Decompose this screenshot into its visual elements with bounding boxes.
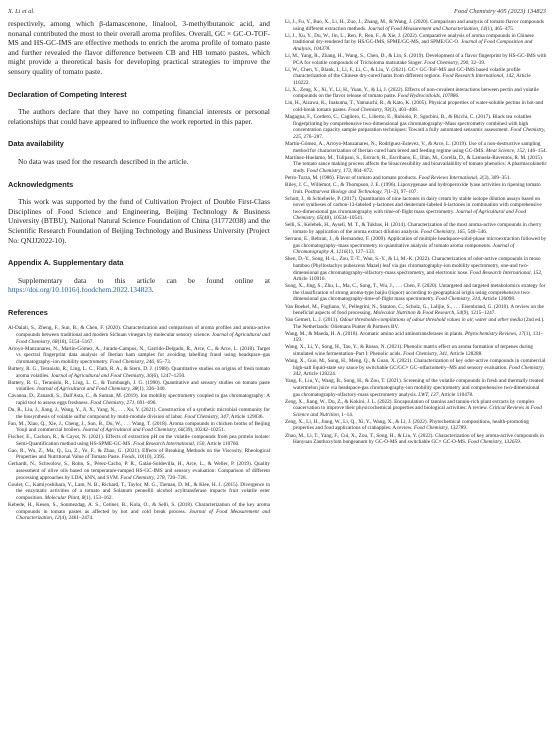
reference-authors-title: Arroyo-Manzanares, N., Martín-Gómez, A., Jurado-Campos, N., Garrido-Delgado, R., Arce, C., & Arce, L. (2018). Target vs spectral fingerprint data analysis of Iberian ham samples for avoiding labelling fraud using headspace–gas chromatography–ion mobility spectrometry. (8, 345, 270, 365)
reference-entry[interactable] (285, 182, 547, 195)
reference-entry[interactable] (285, 196, 547, 223)
reference-entry[interactable] (285, 399, 547, 419)
reference-volume-pages: . (329, 45, 331, 52)
reference-volume-pages: (6), 1247–1250. (151, 372, 186, 379)
reference-journal: Food Research International, 150 (133, 440, 205, 447)
appendix-text (8, 276, 270, 295)
section-heading-references: References (8, 307, 48, 317)
reference-journal: Food Chemistry, 246 (109, 358, 155, 365)
reference-journal: Odour thresholds-compilations of odour threshold values in air, water and other media (339, 317, 523, 324)
reference-entry[interactable] (285, 256, 547, 283)
reference-journal: Food Chemistry, 278 (120, 474, 165, 481)
reference-authors-title: Zhao, M., Li, T., Yang, F., Cui, X., Zou, T., Song, H., & Liu, Y. (2022). Characterization of key aroma-active compounds in Hanyuan Zanthoxylum bungeanum by GC-O-MS and switchable GC× GC-O-MS. (285, 432, 544, 446)
reference-authors-title: Magagna, F., Cordero, C., Cagliero, C., Liberto, E., Rubiolo, P., Sgorbini, B., & Bicchi, C. (2017). Black tea volatiles fingerprinting by comprehensive two-dimensional gas chromatography–Mass spectrometry combined with high concentration capacity sample preparation techniques: Toward a fully automated sensomic assessment. (285, 114, 532, 134)
reference-journal: Foods, 10 (121, 454, 143, 461)
reference-journal: Journal of Food Measurement and Characterization, 12 (16, 508, 270, 522)
reference-entry[interactable] (8, 434, 270, 447)
reference-volume-pages: , 720–728. (164, 474, 187, 481)
reference-entry[interactable] (285, 87, 547, 100)
reference-authors-title: Petro-Turza, M. (1986). Flavor of tomato and tomato products. (285, 174, 419, 181)
reference-entry[interactable] (285, 222, 547, 235)
reference-entry[interactable] (285, 100, 547, 113)
reference-volume-pages: (9), 1215–1247. (461, 310, 496, 317)
reference-entry[interactable] (285, 344, 547, 357)
reference-entry[interactable] (8, 366, 270, 379)
reference-journal: Postharvest Biology and Technology, 7 (304, 188, 387, 195)
reference-volume-pages: (1), 336–340. (137, 386, 166, 393)
reference-volume-pages: , Article 129036. (228, 413, 264, 420)
reference-authors-title: Goulet, C., Kamiyoshihara, Y., Lam, N. B., Richard, T., Taylor, M. G., Tieman, D. M., & Klee, H. J. (2015). Divergence in the enzymatic activities of a tomato and Solanum pennellii alcohol acyltransferase impacts fruit volatile ester composition. (8, 481, 270, 501)
section-heading-ack: Acknowledgments (8, 179, 74, 189)
reference-journal: Journal of Food Measurement and Characterization, 14 (367, 25, 486, 32)
ack-text: This work was supported by the fund of Cultivation Project of Double First-Class Disciplines of Food Science and Engineering, Beijing Technology & Business University (BTBU), National Natural Science Foundation of China (31772038) and the Scientific Research Foundation of Beijing Technology and Business University (Project No: QNJJ2022-10). (8, 197, 270, 245)
reference-journal: Critical Reviews in Food Science and Nutrition (293, 405, 542, 418)
reference-journal: Food Chemistry, 314 (435, 296, 481, 303)
reference-volume-pages: (10), 2395. (142, 454, 166, 461)
reference-entry[interactable] (285, 67, 547, 87)
reference-volume-pages: (3), 403–408. (389, 107, 419, 114)
reference-journal: Food Reviews International, 2 (418, 174, 483, 181)
reference-volume-pages: , 540–546. (464, 229, 488, 236)
reference-entry[interactable] (285, 33, 547, 53)
reference-entry[interactable] (8, 421, 270, 434)
reference-entry[interactable] (8, 448, 270, 461)
reference-journal: Food Chemistry, 173 (306, 167, 351, 174)
reference-entry[interactable] (285, 331, 547, 344)
reference-journal: Journal of Agricultural and Food Chemistry, 68 (16, 332, 270, 345)
reference-volume-pages: (1–2), 97–107. (386, 188, 418, 195)
reference-entry[interactable] (8, 407, 270, 420)
reference-list-right (285, 19, 547, 446)
reference-volume-pages: (2nd ed.). The Netherlands: Oliemans Punter & Partners BV. (293, 317, 545, 330)
reference-journal: Journal of Chromatography A, 1216 (293, 242, 515, 256)
reference-journal: Food Chemistry, 225 (293, 127, 546, 140)
reference-volume-pages: (1), 153–162. (84, 495, 113, 501)
reference-authors-title: Gerhardt, N., Schwolow, S., Rohn, S., Pérez-Cacho, P. R., Galán-Soldevilla, H., Arce, L., & Weller, P. (2019). Quality assessment of olive oils based on temperature-ramped HS-GC-IMS and sensory evaluation: Comparison of different processing approaches by LDA, kNN, and SVM. (8, 461, 270, 481)
reference-authors-title: Zeng, X., Jiang, W., Du, Z., & Kokini, J. L. (2022). Encapsulation of tannins and tannin-rich plant extracts by complex coacervation to improve their physicochemical properties and biological activities: A review. (285, 398, 535, 412)
reference-volume-pages: . (519, 439, 522, 446)
reference-journal: Food Hydrocolloids, 107886 (397, 93, 459, 100)
running-header (8, 8, 546, 17)
reference-entry[interactable] (8, 380, 270, 393)
reference-entry[interactable] (285, 175, 547, 182)
reference-volume-pages: (4), 2461–2474. (59, 515, 94, 522)
doi-link[interactable]: https://doi.org/10.1016/j.foodchem.2022.134823 (8, 285, 152, 295)
reference-entry[interactable] (285, 141, 547, 154)
reference-entry[interactable] (285, 19, 547, 32)
section-heading-conflict: Declaration of Competing Interest (8, 89, 127, 99)
reference-journal: Molecular Plant, 8 (44, 495, 85, 501)
reference-entry[interactable] (8, 325, 270, 345)
reference-volume-pages: (18), 5154–5167. (57, 338, 94, 345)
reference-volume-pages: , 65–73. (154, 358, 172, 365)
appendix-text-end: . (151, 285, 154, 295)
reference-volume-pages: , 864–872. (350, 167, 374, 174)
reference-journal: Journal of Agricultural and Food Chemistry, 38 (36, 386, 138, 393)
reference-entry[interactable] (8, 393, 270, 406)
reference-authors-title: Wang, M., & Maeda, H. A. (2018). Aromatic amino acid aminotransferases in plants. (285, 330, 465, 337)
reference-entry[interactable] (8, 346, 270, 366)
reference-volume-pages: , Article 110222. (293, 73, 531, 86)
reference-authors-title: Buttery, R. G., Teranishi, R., Ling, L. C., Flath, R. A., & Stern, D. J. (1988). Quantitative studies on origins of fresh tomato aroma volatiles. (8, 366, 270, 379)
reference-journal: Food Chemistry, 132659 (467, 439, 520, 446)
reference-journal: Journal of Agricultural and Food Chemistry, 65 (293, 208, 527, 222)
reference-volume-pages: , Article 110478. (438, 391, 474, 398)
reference-journal: Food Chemistry, 132789 (413, 425, 466, 432)
reference-authors-title: Song, X., Jing, S., Zhu, L., Ma, C., Song, T., Wu, J., . . . Chen, F. (2020). Untargeted and targeted metabolomics strategy for the classification of strong aroma-type baijiu (liquor) according to geographical origin using comprehensive two-dimensional gas chromatography-time-of-flight mass spectrometry. (285, 283, 546, 303)
reference-authors-title: Zeng, X., Li, H., Jiang, W., Li, Q., Xi, Y., Wang, X., & Li, J. (2022). Phytochemical compositions, health-promoting properties and food applications of crabapples: A review. (285, 418, 529, 432)
reference-entry[interactable] (8, 461, 270, 481)
reference-volume-pages: , 1–14. (338, 411, 354, 418)
reference-volume-pages: , Article 110760. (204, 440, 240, 447)
reference-journal: Food Chemistry, 165 (420, 229, 465, 236)
reference-entry[interactable] (8, 502, 270, 522)
reference-journal: Meat Science, 152 (486, 147, 525, 154)
reference-journal: Journal of Food Composition and Analysis, 104378 (293, 39, 533, 52)
reference-volume-pages: (1), 131–159. (293, 330, 544, 344)
reference-authors-title: Du, R., Liu, J., Jiang, J., Wang, Y., Ji, X., Yang, N., . . . Xu, Y. (2021). Construction of a synthetic microbial community for the biosynthesis of volatile sulfur compound by multi-module division of labor. (8, 406, 270, 420)
reference-journal: Food Chemistry, 342 (293, 364, 544, 378)
availability-text: No data was used for the research described in the article. (18, 156, 189, 166)
header-authors: X. Li et al. (8, 8, 35, 15)
reference-volume-pages: , Article 128288. (447, 351, 483, 358)
reference-authors-title: Lin, H., Aizawa, K., Inakuma, T., Yamauchi, R., & Kato, K. (2005). Physical properties of water-soluble pectins in hot-and cold-break tomato pastes. (285, 100, 544, 114)
reference-volume-pages: . (465, 425, 468, 432)
reference-entry[interactable] (285, 236, 547, 256)
reference-journal: Food Chemistry, 341 (403, 351, 448, 358)
conflict-text: The authors declare that they have no competing financial interests or personal relationships that could have appeared to influence the work reported in this paper. (8, 107, 270, 126)
reference-journal: Food Chemistry, 290 (424, 59, 469, 66)
reference-authors-title: Wang, X., Guo, M., Song, H., Meng, Q., & Guan, X. (2021). Characterization of key odor-active compounds in commercial high-salt liquid-state soy sauce by switchable GC/GC× GC–olfactometry–MS and sensory evaluation. (285, 358, 546, 371)
reference-authors-title: Martínez-Huelamo, M., Tulipani, S., Estruch, R., Escribano, E., Illán, M., Corella, D., & Lamuela-Raventós, R. M. (2015). The tomato sauce making process affects the bioaccessibility and bioavailability of tomato phenolics: A pharmacokinetic study. (285, 154, 547, 174)
reference-entry[interactable] (285, 114, 547, 141)
reference-authors-title: Buttery, R. G., Teranishi, R., Ling, L. C., & Turnbaugh, J. G. (1990). Quantitative and sensory studies on tomato paste volatiles. (8, 379, 270, 393)
reference-volume-pages: (39), 10242–10251. (183, 427, 225, 434)
reference-authors-title: Li, J., Fu, Y., Bao, X., Li, H., Zuo, J., Zhang, M., & Wang, J. (2020). Comparison and analysis of tomato flavor compounds using different extraction methods. (285, 19, 544, 32)
reference-authors-title: Schutt, J., & Schieberle, P. (2017). Quantitation of nine lactones in dairy cream by stable isotope dilution assays based on novel syntheses of carbon-13-labeled γ-lactones and deuterium-labeled δ-lactones in combination with comprehensive two-dimensional gas chromatography with time-of-flight mass spectrometry. (285, 195, 542, 215)
reference-journal: LWT, 137 (418, 391, 439, 398)
reference-authors-title: Serrano, E., Beltran, J., & Hernandez, F. (2009). Application of multiple headspace-solid-phase microextraction followed by gas chromatography–mass spectrometry to quantitative analysis of tomato aroma components. (285, 236, 547, 249)
reference-authors-title: Kebede, H., Kesen, S., Sonmezdag, A. S., Cetiner, B., Kola, O., & Selli, S. (2018). Characterization of the key aroma compounds in tomato pastes as affected by hot and cold break process. (8, 502, 270, 515)
reference-journal: Molecular Nutrition & Food Research, 54 (373, 310, 462, 317)
reference-journal: Food Research International, 142 (442, 73, 514, 80)
reference-volume-pages: , Article 128224. (300, 371, 337, 378)
reference-entry[interactable] (285, 378, 547, 398)
section-heading-appendix: Appendix A. Supplementary data (8, 258, 124, 268)
reference-volume-pages: , 691–696. (134, 399, 157, 406)
reference-authors-title: Wang, X., Li, Y., Song, H., Tao, Y., & Russo, N. (2021). Phenolic matrix effect on aroma formation of terpenes during simulated wine fermentation–Part I: Phenolic acids. (285, 344, 533, 358)
reference-authors-title: Li, X., Zeng, X., Xi, Y., Li, H., Yuan, Y., & Li, J. (2022). Effects of non-covalent interactions between pectin and volatile compounds on the flavor release of tomato paste. (285, 86, 539, 100)
reference-authors-title: Cavanna, D., Zanardi, S., Dall'Asta, C., & Suman, M. (2019). Ion mobility spectrometry coupled to gas chromatography: A rapid tool to assess eggs freshness. (8, 393, 270, 406)
reference-entry[interactable] (285, 433, 547, 446)
reference-volume-pages: (3), 309–351. (482, 174, 511, 181)
reference-journal: Food Chemistry, 347 (184, 413, 229, 420)
reference-list-left (8, 325, 270, 521)
section-heading-availability: Data availability (8, 139, 64, 149)
reference-volume-pages: , Article 126098. (480, 296, 516, 303)
header-journal: Food Chemistry 405 (2023) 134823 (454, 8, 546, 15)
reference-entry[interactable] (285, 53, 547, 66)
reference-authors-title: Shen, D.-Y., Song, H.-L., Zou, T.-T., Wan, S.-Y., & Li, M.-K. (2022). Characterization of odor-active compounds in moso bamboo (Phyllostachys pubescens Mazel) leaf via gas chromatography-ion mobility spectrometry, one-and two-dimensional gas chromatography-olfactory-mass spectrometry, and electronic nose. (285, 256, 541, 276)
reference-volume-pages: , 276–287. (300, 133, 324, 140)
reference-journal: Journal of Agricultural and Food Chemistry, 66 (82, 427, 184, 434)
reference-authors-title: Van Gemert, L. J. (2011). (285, 317, 340, 324)
reference-authors-title: Li, M., Yang, R., Zhang, H., Wang, S., Chen, D., & Lin, S. (2019). Development of a flavor fingerprint by HS-GC-IMS with PCA for volatile compounds of Tricholoma matsutake Singer. (285, 52, 547, 66)
reference-authors-title: Riley, J. C., Willemot, C., & Thompson, J. E. (1996). Lipoxygenase and hydroperoxide lyase activities in ripening tomato fruit. (285, 181, 541, 195)
reference-volume-pages: (1), 465–475. (485, 25, 515, 32)
reference-journal: Food Chemistry, 93 (348, 107, 390, 114)
reference-authors-title: Fan, M., Xiao, Q., Xie, J., Cheng, J., Sun, B., Du, W., . . . Wang, T. (2018). Aroma compounds in chicken broths of Beijing Youji and commercial broilers. (8, 420, 270, 434)
reference-volume-pages: , 32–39. (468, 59, 486, 66)
reference-volume-pages: , 146–154. (524, 147, 547, 154)
reference-entry[interactable] (285, 358, 547, 378)
reference-authors-title: Al-Dalali, S., Zheng, F., Sun, B., & Chen, F. (2020). Characterization and comparison of aroma profiles and aroma-active compounds between traditional and modern Sichuan vinegars by molecular sensory science. (8, 325, 270, 339)
reference-authors-title: Fischer, E., Cachon, R., & Cayot, N. (2021). Effects of extraction pH on the volatile compounds from pea protein isolate: Semi-Quantification method using HS-SPME-GC-MS. (8, 434, 270, 447)
reference-volume-pages: (1), 127–133. (346, 249, 375, 256)
reference-journal: Food Chemistry, 271 (90, 399, 135, 406)
reference-authors-title: Selli, S., Kelebek, H., Ayseli, M. T., & Tokbas, H. (2014). Characterization of the most aroma-active compounds in cherry tomato by application of the aroma extract dilution analysis. (285, 222, 542, 236)
reference-authors-title: Li, W., Chen, Y., Blank, I., Li, F., Li, C., & Liu, Y. (2021). GC× GC-ToF-MS and GC-IMS based volatile profile characterization of the Chinese dry-cured hams from different regions. (285, 66, 521, 80)
reference-entry[interactable] (285, 283, 547, 303)
reference-authors-title: Li, J., Xu, Y., Du, W., Jin, L., Ren, P., Ren, F., & Xie, J. (2022). Comparative analysis of aroma compounds in Chinese traditional dry-rendered fat by HS/GC-IMS, SPME/GC-MS, and SPME/GC-O. (285, 32, 534, 46)
reference-journal: Food Research International, 152 (469, 269, 542, 276)
reference-authors-title: Gao, R., Wu, Z., Ma, Q., Lu, Z., Ye, F., & Zhao, G. (2021). Effects of Breaking Methods on the Viscosity, Rheological Properties and Nutritional Value of Tomato Paste. (8, 447, 270, 461)
left-column (8, 19, 270, 522)
reference-journal: Phytochemistry Reviews, 17 (464, 330, 524, 337)
appendix-text-body: Supplementary data to this article can be found online at (18, 275, 270, 285)
reference-authors-title: Martín-Gómez, A., Arroyo-Manzanares, N., Rodríguez-Estevez, V., & Arce, L. (2019). Use of a non-destructive sampling method for characterization of Iberian cured ham breed and feeding regime using GC-IMS. (285, 140, 541, 154)
reference-volume-pages: , Article 110916. (293, 269, 543, 283)
reference-entry[interactable] (285, 304, 547, 317)
reference-volume-pages: (48), 10534–10541. (322, 215, 364, 222)
reference-authors-title: Van Boekel, M., Fogliano, V., Pellegrini, N., Stanton, C., Scholz, G., Lalljie, S., . . . Eisenbrand, G. (2010). A review on the beneficial aspects of food processing. (285, 303, 544, 317)
reference-journal: Journal of Agricultural and Food Chemistry, 36 (50, 372, 152, 379)
reference-entry[interactable] (285, 317, 547, 330)
reference-entry[interactable] (285, 419, 547, 432)
reference-entry[interactable] (285, 155, 547, 175)
reference-entry[interactable] (8, 482, 270, 502)
reference-authors-title: Yang, F., Liu, Y., Wang, B., Song, H., & Zou, T. (2021). Screening of the volatile compounds in fresh and thermally treated watermelon juice via headspace-gas chromatography-ion mobility spectrometry and comprehensive two-dimensional gas chromatography-olfactory-mass spectrometry analysis. (285, 378, 544, 398)
conclusion-paragraph: respectively, among which β-damascenone, linalool, 3-methylbutanoic acid, and nonanal contributed the most to their overall aroma profiles. Overall, GC × GC-O-TOF-MS and HS-GC-IMS are effective methods to enrich the aroma profile of tomato paste and further revealed the flavor difference between CB and HB tomato pastes, which might provide a theoretical basis for developing practical strategies to improve the sensory quality of tomato paste. (8, 19, 270, 76)
reference-volume-pages: . (458, 93, 460, 100)
